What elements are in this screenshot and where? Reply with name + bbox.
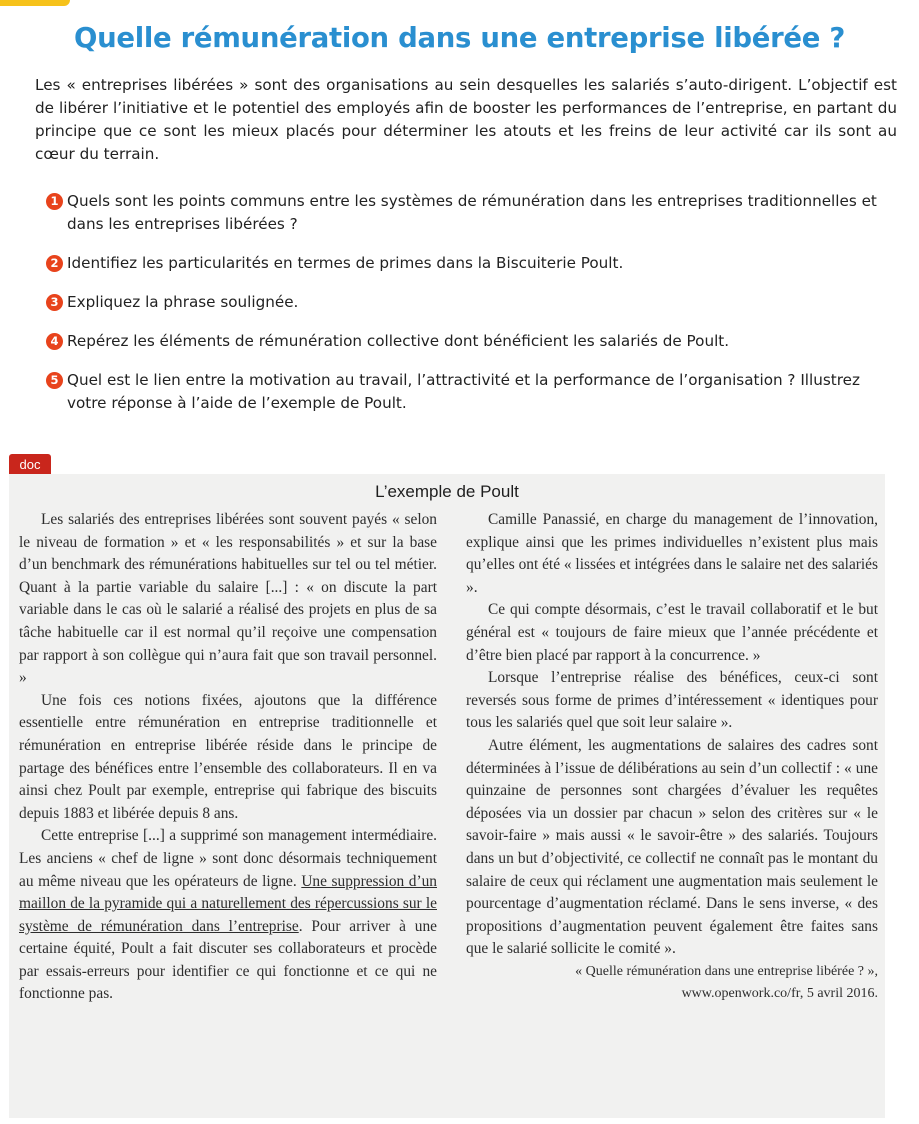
question-number-badge: 2 xyxy=(46,255,63,272)
question-number-badge: 5 xyxy=(46,372,63,389)
doc-paragraph: Les salariés des entreprises libérées sont souvent payés « selon le niveau de formation » et « les responsabilités » et sur la base d’un benchmark des rémunérations habituelles sur tel ou tel métier. Quant à la partie variable du salaire [...] : « on discute la part variable dans le cas où le salarié a réalisé des projets en plus de sa tâche habituelle car il est normal qu’il reçoive une compensation par rapport à son collègue qui n’aura fait que son travail personnel. » xyxy=(19,511,437,687)
question-item xyxy=(46,291,896,314)
question-number-badge: 4 xyxy=(46,333,63,350)
question-list xyxy=(46,190,896,415)
question-item xyxy=(46,252,896,275)
question-item xyxy=(46,369,896,415)
source-citation-reference: www.openwork.co/fr, 5 avril 2016. xyxy=(681,986,878,1002)
corner-accent xyxy=(0,0,70,6)
document-column-left xyxy=(19,509,437,1006)
intro-paragraph: Les « entreprises libérées » sont des organisations au sein desquelles les salariés s’auto-dirigent. L’objectif est de libérer l’initiative et le potentiel des employés afin de booster les performances de l’entreprise, en partant du principe que ce sont les mieux placés pour déterminer les atouts et les freins de leur activité car ils sont au cœur du terrain. xyxy=(35,76,897,163)
question-number-badge: 3 xyxy=(46,294,63,311)
document-panel xyxy=(9,474,885,1118)
doc-text-segment: . Pour arriver à une certaine équité, Poult a fait discuter ses collaborateurs et procède par essais-erreurs pour identifier ce qui fonctionne et ce qui ne fonctionne pas. xyxy=(19,917,437,1003)
question-item xyxy=(46,330,896,353)
doc-paragraph: Une fois ces notions fixées, ajoutons que la différence essentielle entre rémunération en entreprise traditionnelle et rémunération en entreprise libérée réside dans le principe de partage des bénéfices entre l’ensemble des collaborateurs. Il en va ainsi chez Poult par exemple, entreprise qui fabrique des biscuits depuis 1883 et libérée depuis 8 ans. xyxy=(19,691,437,822)
question-item xyxy=(46,190,896,236)
doc-label-tab: doc xyxy=(9,454,51,475)
question-text: Expliquez la phrase soulignée. xyxy=(67,293,299,311)
doc-paragraph: Lorsque l’entreprise réalise des bénéfices, ceux-ci sont reversés sous forme de primes d’intéressement « identiques pour tous les salariés quel que soit leur salaire ». xyxy=(466,669,878,732)
doc-paragraph xyxy=(19,825,437,1006)
question-text: Repérez les éléments de rémunération collective dont bénéficient les salariés de Poult. xyxy=(67,332,730,350)
doc-paragraph: Autre élément, les augmentations de salaires des cadres sont déterminées à l’issue de délibérations au sein d’un collectif : « une quinzaine de personnes sont chargées d’évaluer les requêtes déposées via un dossier par chacun » selon des critères sur « le savoir-faire » mais aussi « le savoir-être » des salariés. Toujours dans un but d’objectivité, ce collectif ne connaît pas le montant du salaire de ceux qui réclament une augmentation mais seulement le pourcentage d’augmentation réclamé. Dans le sens inverse, « des propositions d’augmentation peuvent également être faites sans que le salarié sollicite le comité ». xyxy=(466,736,878,958)
doc-paragraph: Ce qui compte désormais, c’est le travail collaboratif et le but général est « toujours de faire mieux que l’année précédente et d’être bien placé par rapport à la concurrence. » xyxy=(466,601,878,664)
source-citation-title: « Quelle rémunération dans une entreprise libérée ? », xyxy=(575,963,878,979)
question-number-badge: 1 xyxy=(46,193,63,210)
question-text: Identifiez les particularités en termes de primes dans la Biscuiterie Poult. xyxy=(67,254,624,272)
document-column-right xyxy=(466,509,878,1006)
document-title: L’exemple de Poult xyxy=(375,482,519,501)
underlined-sentence: Une suppression d’un maillon de la pyramide qui a naturellement des répercussions sur le système de rémunération dans l’entreprise xyxy=(19,872,437,935)
doc-text-segment: Cette entreprise [...] a supprimé son management intermédiaire. Les anciens « chef de ligne » sont donc désormais techniquement au même niveau que les opérateurs de ligne. xyxy=(19,827,437,890)
question-text: Quel est le lien entre la motivation au travail, l’attractivité et la performance de l’organisation ? Illustrez votre réponse à l’aide de l’exemple de Poult. xyxy=(67,371,860,412)
page-title: Quelle rémunération dans une entreprise libérée ? xyxy=(74,22,845,54)
doc-paragraph: Camille Panassié, en charge du management de l’innovation, explique ainsi que les primes individuelles n’existent plus mais qu’elles ont été « lissées et intégrées dans le salaire net des salariés ». xyxy=(466,511,878,596)
question-text: Quels sont les points communs entre les systèmes de rémunération dans les entreprises traditionnelles et dans les entreprises libérées ? xyxy=(67,192,877,233)
